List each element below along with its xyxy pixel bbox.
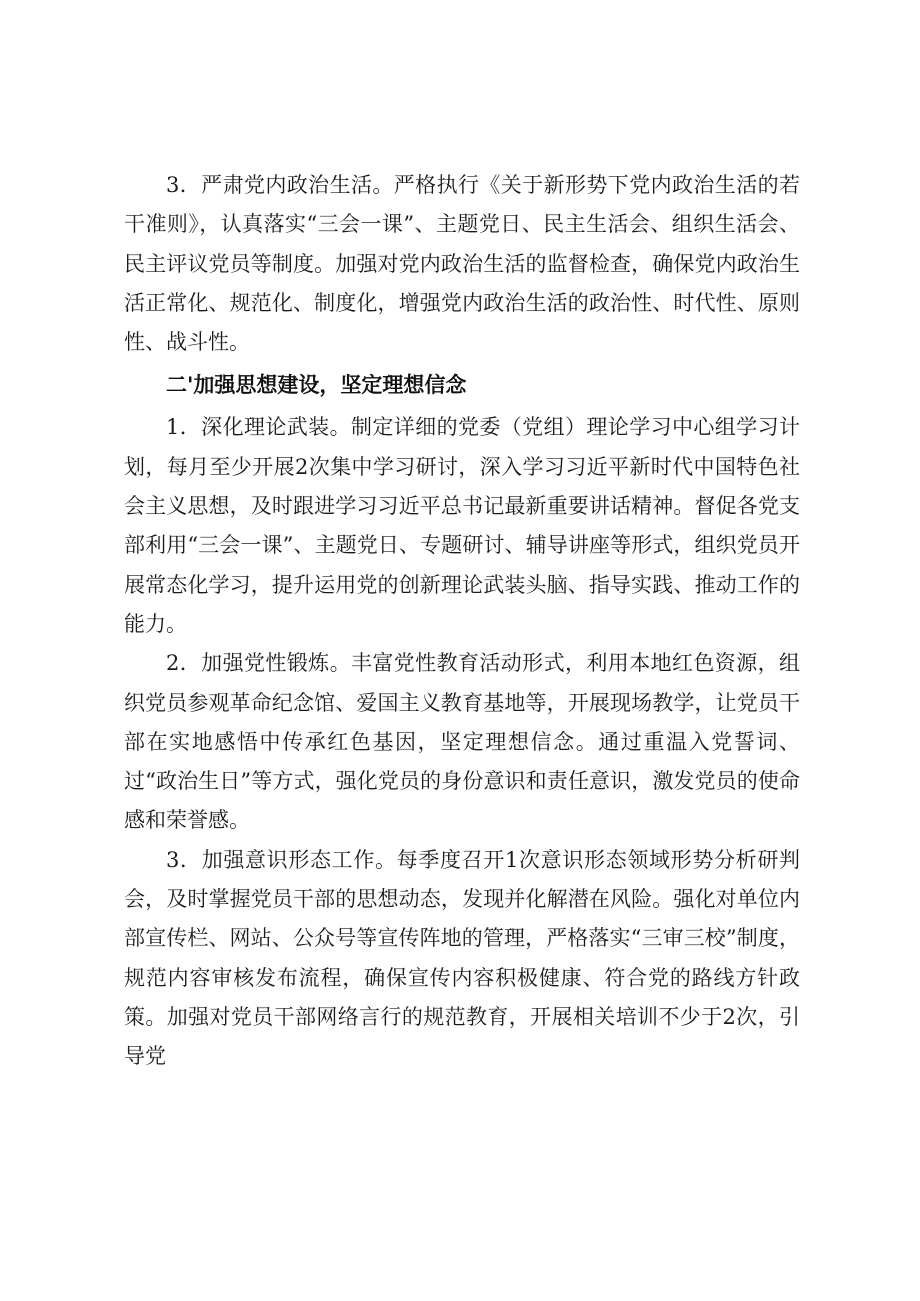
paragraph-theoretical-study: 1．深化理论武装。制定详细的党委（党组）理论学习中心组学习计划，每月至少开展2次集中学习研讨，深入学习习近平新时代中国特色社会主义思想，及时跟进学习习近平总书记最新重要讲话精神。督促各党支部利用“三会一课”、主题党日、专题研讨、辅导讲座等形式，组织党员开展常态化学习，提升运用党的创新理论武装头脑、指导实践、推动工作的能力。: [124, 415, 800, 636]
document-body: [124, 166, 800, 1077]
section-heading-ideological-building: 二'加强思想建设，坚定理想信念: [166, 373, 467, 398]
paragraph-ideology-work: 3．加强意识形态工作。每季度召开1次意识形态领域形势分析研判会，及时掌握党员干部的思想动态，发现并化解潜在风险。强化对单位内部宣传栏、网站、公众号等宣传阵地的管理，严格落实“三审三校”制度，规范内容审核发布流程，确保宣传内容积极健康、符合党的路线方针政策。加强对党员干部网络言行的规范教育，开展相关培训不少于2次，引导党: [124, 847, 800, 1069]
paragraph-strict-political-life: 3．严肃党内政治生活。严格执行《关于新形势下党内政治生活的若干准则》，认真落实“三会一课”、主题党日、民主生活会、组织生活会、民主评议党员等制度。加强对党内政治生活的监督检查，确保党内政治生活正常化、规范化、制度化，增强党内政治生活的政治性、时代性、原则性、战斗性。: [124, 173, 800, 355]
paragraph-party-spirit-training: 2．加强党性锻炼。丰富党性教育活动形式，利用本地红色资源，组织党员参观革命纪念馆、爱国主义教育基地等，开展现场教学，让党员干部在实地感悟中传承红色基因，坚定理想信念。通过重温入党誓词、过“政治生日”等方式，强化党员的身份意识和责任意识，激发党员的使命感和荣誉感。: [124, 651, 800, 833]
